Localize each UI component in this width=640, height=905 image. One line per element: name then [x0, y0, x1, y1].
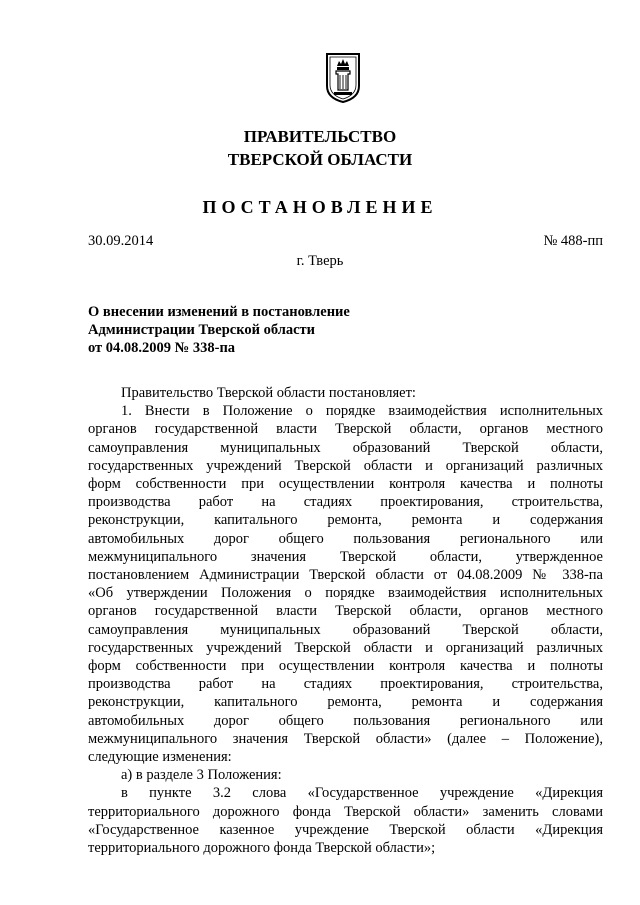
- doc-date: 30.09.2014: [88, 233, 154, 249]
- body-line: органов государственной власти Тверской области, органов местного: [88, 603, 603, 620]
- body-line: территориального дорожного фонда Тверской области» заменить словами: [88, 803, 603, 820]
- body-text: [88, 384, 603, 857]
- subject-block: [88, 303, 350, 357]
- subject-line: О внесении изменений в постановление: [88, 304, 350, 320]
- body-line: следующие изменения:: [88, 749, 232, 766]
- body-line: территориального дорожного фонда Тверской области»;: [88, 840, 436, 857]
- body-line: органов государственной власти Тверской области, органов местного: [88, 421, 603, 438]
- subject-line: от 04.08.2009 № 338-па: [88, 340, 236, 356]
- body-line: межмуниципального значения Тверской области» (далее – Положение),: [88, 730, 603, 747]
- body-line: государственных учреждений Тверской области и организаций различных: [88, 457, 603, 474]
- body-line: «Государственное казенное учреждение Тверской области «Дирекция: [88, 821, 603, 838]
- body-line: в пункте 3.2 слова «Государственное учреждение «Дирекция: [121, 785, 603, 802]
- body-line: 1. Внести в Положение о порядке взаимодействия исполнительных: [121, 403, 603, 420]
- body-line: форм собственности при осуществлении контроля качества и полноты: [88, 476, 603, 493]
- body-line: государственных учреждений Тверской области и организаций различных: [88, 639, 603, 656]
- body-line: реконструкции, капитального ремонта, ремонта и содержания: [88, 694, 603, 711]
- body-line: самоуправления муниципальных образований Тверской области,: [88, 439, 603, 456]
- body-line: постановлением Администрации Тверской области от 04.08.2009 № 338-па: [88, 567, 603, 584]
- body-line: автомобильных дорог общего пользования регионального или: [88, 712, 603, 729]
- body-line: производства работ на стадиях проектирования, строительства,: [88, 676, 603, 693]
- org-title-line1: ПРАВИТЕЛЬСТВО: [243, 127, 397, 146]
- body-line: межмуниципального значения Тверской области, утвержденное: [88, 548, 603, 565]
- doc-number: № 488-пп: [543, 233, 603, 249]
- body-line: автомобильных дорог общего пользования регионального или: [88, 530, 603, 547]
- body-line: Правительство Тверской области постановляет:: [121, 385, 416, 401]
- subject-line: Администрации Тверской области: [88, 322, 316, 338]
- doc-type: ПОСТАНОВЛЕНИЕ: [202, 197, 438, 217]
- body-line: а) в разделе 3 Положения:: [121, 767, 282, 784]
- body-line: самоуправления муниципальных образований Тверской области,: [88, 621, 603, 638]
- body-line: производства работ на стадиях проектирования, строительства,: [88, 494, 603, 511]
- body-line: реконструкции, капитального ремонта, ремонта и содержания: [88, 512, 603, 529]
- body-line: форм собственности при осуществлении контроля качества и полноты: [88, 658, 603, 675]
- coat-of-arms-icon: [324, 52, 362, 104]
- doc-city: г. Тверь: [296, 253, 344, 269]
- body-line: «Об утверждении Положения о порядке взаимодействия исполнительных: [88, 585, 603, 602]
- org-title-line2: ТВЕРСКОЙ ОБЛАСТИ: [227, 150, 413, 169]
